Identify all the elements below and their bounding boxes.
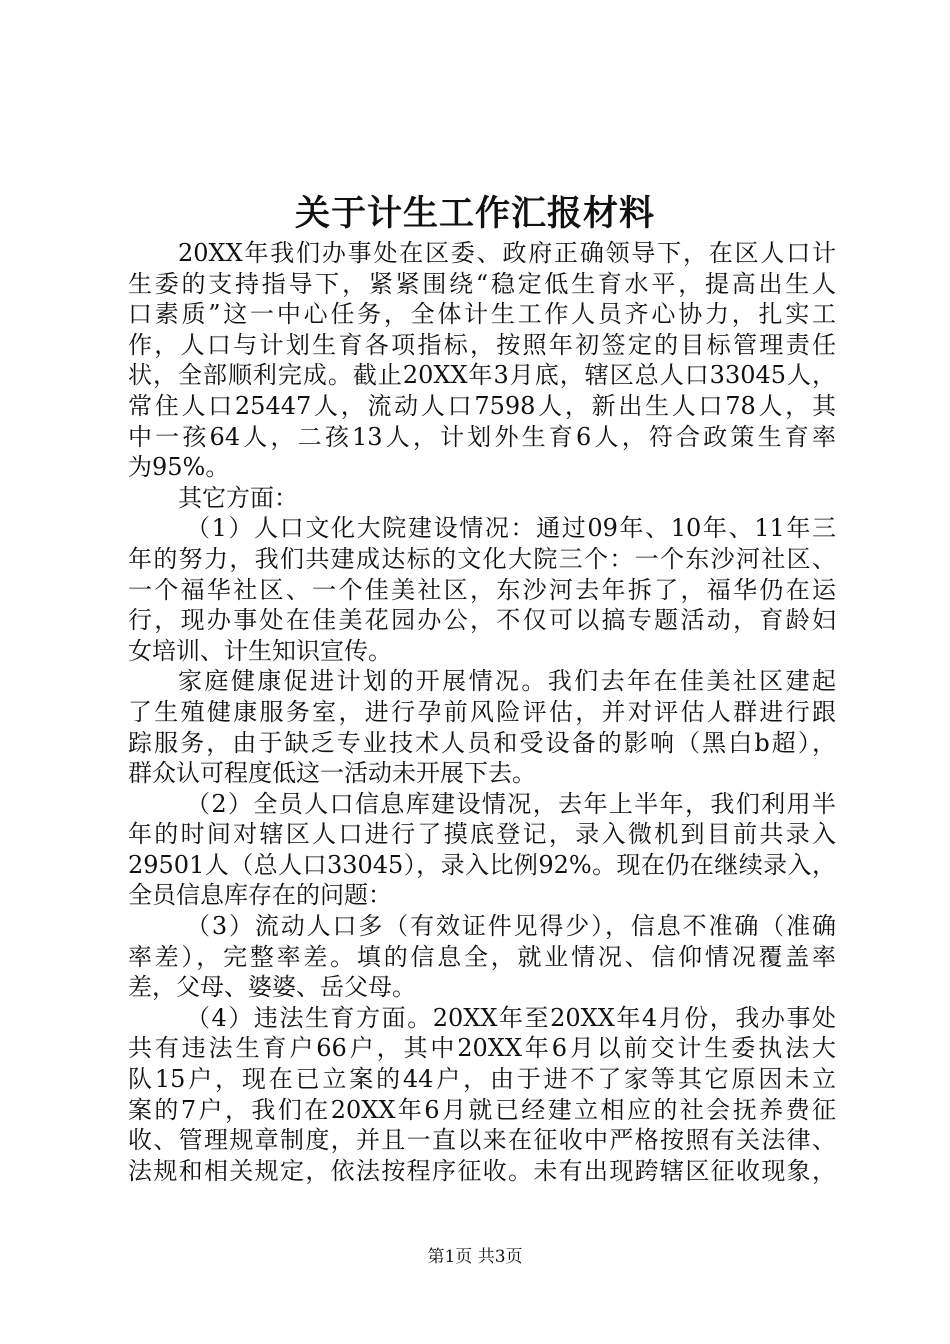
text-line: 共有违法生育户66户，其中20XX年6月以前交计生委执法大 <box>128 1034 836 1063</box>
text-line: 中一孩64人，二孩13人，计划外生育6人，符合政策生育率 <box>128 422 836 451</box>
text-line: 常住人口25447人，流动人口7598人，新出生人口78人，其 <box>128 391 836 420</box>
text-line: 口素质”这一中心任务，全体计生工作人员齐心协力，扎实工 <box>128 300 836 329</box>
text-line: 其它方面： <box>178 483 298 512</box>
text-line: 生委的支持指导下，紧紧围绕“稳定低生育水平，提高出生人 <box>128 269 836 298</box>
text-line: 行，现办事处在佳美花园办公，不仅可以搞专题活动，育龄妇 <box>128 606 836 635</box>
text-line: 法规和相关规定，依法按程序征收。未有出现跨辖区征收现象， <box>128 1156 836 1185</box>
text-line: 女培训、计生知识宣传。 <box>128 636 392 665</box>
document-body <box>128 238 836 1186</box>
text-line: （1）人口文化大院建设情况：通过09年、10年、11年三 <box>186 514 836 543</box>
text-line: 状，全部顺利完成。截止20XX年3月底，辖区总人口33045人， <box>128 361 836 390</box>
text-line: 为95%。 <box>128 453 230 482</box>
text-line: （2）全员人口信息库建设情况，去年上半年，我们利用半 <box>186 789 836 818</box>
text-line: 29501人（总人口33045），录入比例92%。现在仍在继续录入， <box>128 850 836 879</box>
text-line: 收、管理规章制度，并且一直以来在征收中严格按照有关法律、 <box>128 1126 836 1155</box>
text-line: 年的时间对辖区人口进行了摸底登记，录入微机到目前共录入 <box>128 820 836 849</box>
text-line: 作，人口与计划生育各项指标，按照年初签定的目标管理责任 <box>128 330 836 359</box>
text-line: 年的努力，我们共建成达标的文化大院三个：一个东沙河社区、 <box>128 544 836 573</box>
text-line: 家庭健康促进计划的开展情况。我们去年在佳美社区建起 <box>178 667 836 696</box>
text-line: 了生殖健康服务室，进行孕前风险评估，并对评估人群进行跟 <box>128 697 836 726</box>
text-line: 案的7户，我们在20XX年6月就已经建立相应的社会抚养费征 <box>128 1095 836 1124</box>
text-line: 踪服务，由于缺乏专业技术人员和受设备的影响（黑白b超）， <box>128 728 836 757</box>
text-line: （3）流动人口多（有效证件见得少），信息不准确（准确 <box>186 912 836 941</box>
text-line: 全员信息库存在的问题： <box>128 881 392 910</box>
page-footer: 第1页 共3页 <box>427 1247 523 1267</box>
document-title: 关于计生工作汇报材料 <box>294 193 655 234</box>
text-line: 率差），完整率差。填的信息全，就业情况、信仰情况覆盖率 <box>128 942 836 971</box>
text-line: （4）违法生育方面。20XX年至20XX年4月份，我办事处 <box>186 1003 836 1032</box>
text-line: 一个福华社区、一个佳美社区，东沙河去年拆了，福华仍在运 <box>128 575 836 604</box>
text-line: 群众认可程度低这一活动未开展下去。 <box>128 759 536 788</box>
text-line: 队15户，现在已立案的44户，由于进不了家等其它原因未立 <box>128 1065 836 1094</box>
text-line: 20XX年我们办事处在区委、政府正确领导下，在区人口计 <box>178 239 836 267</box>
text-line: 差，父母、婆婆、岳父母。 <box>128 973 416 1002</box>
